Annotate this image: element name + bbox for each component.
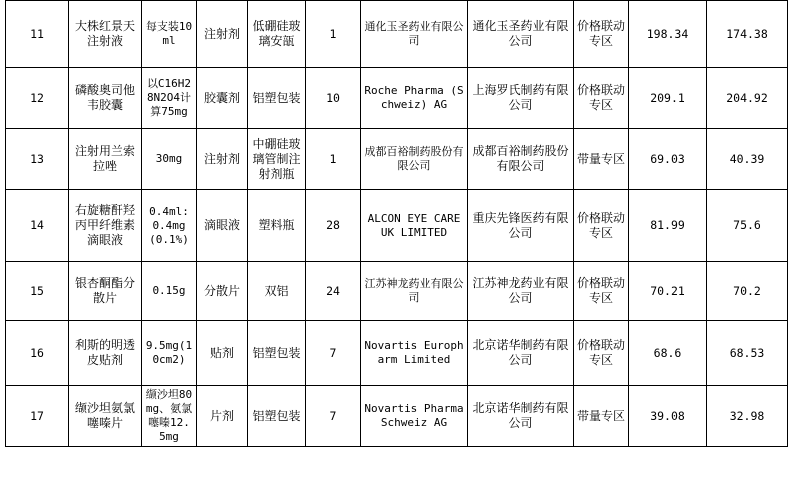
manufacturer: [361, 190, 468, 262]
manufacturer: [361, 262, 468, 321]
cell-agent: 重庆先锋医药有限公司: [472, 210, 569, 240]
specification: [142, 129, 197, 190]
row-number: [6, 129, 69, 190]
cell-price2: 174.38: [726, 26, 768, 41]
dosage-form: [197, 262, 248, 321]
dosage-form: [197, 190, 248, 262]
pack-quantity: [306, 321, 361, 386]
specification: [142, 321, 197, 386]
row-number: [6, 190, 69, 262]
specification: [142, 386, 197, 447]
cell-company: 成都百裕制药股份有限公司: [364, 145, 464, 172]
cell-price2: 32.98: [729, 408, 765, 423]
cell-spec: 9.5mg(10cm2): [145, 339, 193, 366]
cell-spec: 0.15g: [152, 284, 186, 297]
dosage-form: [197, 386, 248, 447]
packaging: [248, 68, 306, 129]
cell-name: 缬沙坦氨氯噻嗪片: [74, 401, 135, 430]
distributor: [468, 68, 574, 129]
cell-price1: 70.21: [650, 283, 685, 298]
cell-price2: 75.6: [733, 218, 761, 232]
cell-pack: 铝塑包装: [252, 408, 301, 423]
manufacturer: [361, 386, 468, 447]
cell-no: 11: [30, 26, 44, 41]
manufacturer: [361, 1, 468, 68]
distributor: [468, 1, 574, 68]
packaging: [248, 321, 306, 386]
cell-price2: 68.53: [729, 345, 765, 360]
row-number: [6, 386, 69, 447]
cell-zone: 价格联动专区: [577, 210, 625, 240]
cell-qty: 10: [326, 90, 340, 105]
cell-price1: 209.1: [650, 90, 685, 105]
cell-form: 注射剂: [203, 151, 240, 166]
drug-name: [69, 190, 142, 262]
pack-quantity: [306, 386, 361, 447]
cell-spec: 每支装10ml: [145, 20, 193, 47]
cell-form: 注射剂: [203, 26, 240, 41]
cell-company: ALCON EYE CARE UK LIMITED: [367, 211, 461, 239]
cell-pack: 铝塑包装: [252, 90, 301, 105]
dosage-form: [197, 1, 248, 68]
cell-company: 江苏神龙药业有限公司: [364, 277, 464, 304]
dosage-form: [197, 321, 248, 386]
price-new: [707, 129, 788, 190]
price-new: [707, 386, 788, 447]
cell-name: 右旋糖酐羟丙甲纤维素滴眼液: [74, 203, 135, 247]
price-original: [629, 68, 707, 129]
table-row: [6, 386, 788, 447]
manufacturer: [361, 321, 468, 386]
pack-quantity: [306, 190, 361, 262]
cell-price2: 204.92: [726, 90, 768, 105]
cell-agent: 北京诺华制药有限公司: [472, 338, 569, 367]
price-original: [629, 262, 707, 321]
distributor: [468, 262, 574, 321]
procurement-zone: [574, 1, 629, 68]
table-row: [6, 129, 788, 190]
manufacturer: [361, 68, 468, 129]
dosage-form: [197, 129, 248, 190]
cell-company: Novartis Europharm Limited: [364, 339, 464, 366]
cell-name: 银杏酮酯分散片: [74, 276, 135, 305]
specification: [142, 262, 197, 321]
cell-name: 磷酸奥司他韦胶囊: [74, 83, 135, 112]
cell-spec: 以C16H28N2O4计算75mg: [146, 77, 192, 118]
procurement-zone: [574, 68, 629, 129]
packaging: [248, 386, 306, 447]
packaging: [248, 1, 306, 68]
cell-price2: 40.39: [729, 151, 765, 166]
distributor: [468, 386, 574, 447]
cell-agent: 通化玉圣药业有限公司: [472, 19, 569, 48]
drug-price-table: [5, 0, 788, 447]
table-row: [6, 321, 788, 386]
price-new: [707, 321, 788, 386]
cell-price1: 81.99: [650, 218, 685, 232]
price-new: [707, 1, 788, 68]
cell-company: Novartis Pharma Schweiz AG: [364, 402, 464, 429]
packaging: [248, 262, 306, 321]
table-row: [6, 1, 788, 68]
cell-no: 14: [30, 218, 44, 232]
drug-name: [69, 321, 142, 386]
cell-agent: 成都百裕制药股份有限公司: [472, 144, 569, 173]
cell-qty: 28: [326, 218, 340, 232]
drug-name: [69, 386, 142, 447]
pack-quantity: [306, 1, 361, 68]
cell-price1: 69.03: [650, 151, 685, 166]
cell-form: 滴眼液: [203, 218, 240, 232]
cell-name: 大株红景天注射液: [74, 19, 135, 48]
cell-qty: 7: [329, 408, 337, 423]
cell-zone: 带量专区: [577, 408, 625, 423]
table-row: [6, 190, 788, 262]
drug-name: [69, 1, 142, 68]
cell-price1: 68.6: [653, 345, 682, 360]
cell-zone: 价格联动专区: [577, 276, 625, 305]
price-original: [629, 1, 707, 68]
cell-form: 片剂: [209, 408, 234, 423]
price-original: [629, 190, 707, 262]
cell-pack: 中硼硅玻璃管制注射剂瓶: [252, 136, 301, 181]
drug-name: [69, 129, 142, 190]
cell-agent: 上海罗氏制药有限公司: [472, 83, 569, 112]
table-row: [6, 68, 788, 129]
cell-no: 16: [30, 345, 44, 360]
pack-quantity: [306, 68, 361, 129]
cell-pack: 双铝: [264, 283, 289, 298]
cell-no: 13: [30, 151, 44, 166]
price-original: [629, 129, 707, 190]
cell-spec: 0.4ml:0.4mg(0.1%): [149, 204, 189, 246]
cell-pack: 塑料瓶: [258, 218, 295, 232]
cell-zone: 价格联动专区: [577, 83, 625, 112]
drug-name: [69, 68, 142, 129]
dosage-form: [197, 68, 248, 129]
cell-form: 胶囊剂: [203, 90, 240, 105]
specification: [142, 1, 197, 68]
row-number: [6, 68, 69, 129]
price-new: [707, 68, 788, 129]
cell-company: Roche Pharma (Schweiz) AG: [364, 84, 464, 111]
cell-qty: 7: [329, 345, 337, 360]
drug-name: [69, 262, 142, 321]
cell-zone: 价格联动专区: [577, 338, 625, 367]
cell-no: 12: [30, 90, 44, 105]
procurement-zone: [574, 262, 629, 321]
procurement-zone: [574, 386, 629, 447]
cell-price1: 198.34: [646, 26, 689, 41]
cell-zone: 带量专区: [577, 151, 625, 166]
price-new: [707, 262, 788, 321]
distributor: [468, 129, 574, 190]
packaging: [248, 190, 306, 262]
row-number: [6, 321, 69, 386]
cell-agent: 北京诺华制药有限公司: [472, 401, 569, 430]
cell-pack: 低硼硅玻璃安瓿: [252, 19, 301, 48]
cell-qty: 1: [329, 26, 337, 41]
row-number: [6, 1, 69, 68]
cell-spec: 30mg: [155, 152, 183, 165]
table-row: [6, 262, 788, 321]
distributor: [468, 190, 574, 262]
specification: [142, 190, 197, 262]
cell-company: 通化玉圣药业有限公司: [364, 20, 464, 47]
manufacturer: [361, 129, 468, 190]
cell-form: 分散片: [203, 283, 240, 298]
cell-no: 15: [30, 283, 44, 298]
cell-form: 贴剂: [209, 345, 234, 360]
price-new: [707, 190, 788, 262]
cell-price2: 70.2: [733, 283, 761, 298]
row-number: [6, 262, 69, 321]
cell-spec: 缬沙坦80mg、氨氯噻嗪12.5mg: [145, 388, 193, 443]
cell-pack: 铝塑包装: [252, 345, 301, 360]
price-original: [629, 386, 707, 447]
price-original: [629, 321, 707, 386]
distributor: [468, 321, 574, 386]
procurement-zone: [574, 321, 629, 386]
pack-quantity: [306, 129, 361, 190]
procurement-zone: [574, 129, 629, 190]
packaging: [248, 129, 306, 190]
pack-quantity: [306, 262, 361, 321]
cell-agent: 江苏神龙药业有限公司: [472, 276, 569, 305]
cell-zone: 价格联动专区: [577, 19, 625, 48]
cell-qty: 1: [329, 151, 337, 166]
cell-name: 注射用兰索拉唑: [74, 144, 135, 173]
specification: [142, 68, 197, 129]
cell-qty: 24: [326, 283, 340, 298]
cell-name: 利斯的明透皮贴剂: [74, 338, 135, 367]
cell-price1: 39.08: [650, 408, 685, 423]
cell-no: 17: [30, 408, 44, 423]
procurement-zone: [574, 190, 629, 262]
